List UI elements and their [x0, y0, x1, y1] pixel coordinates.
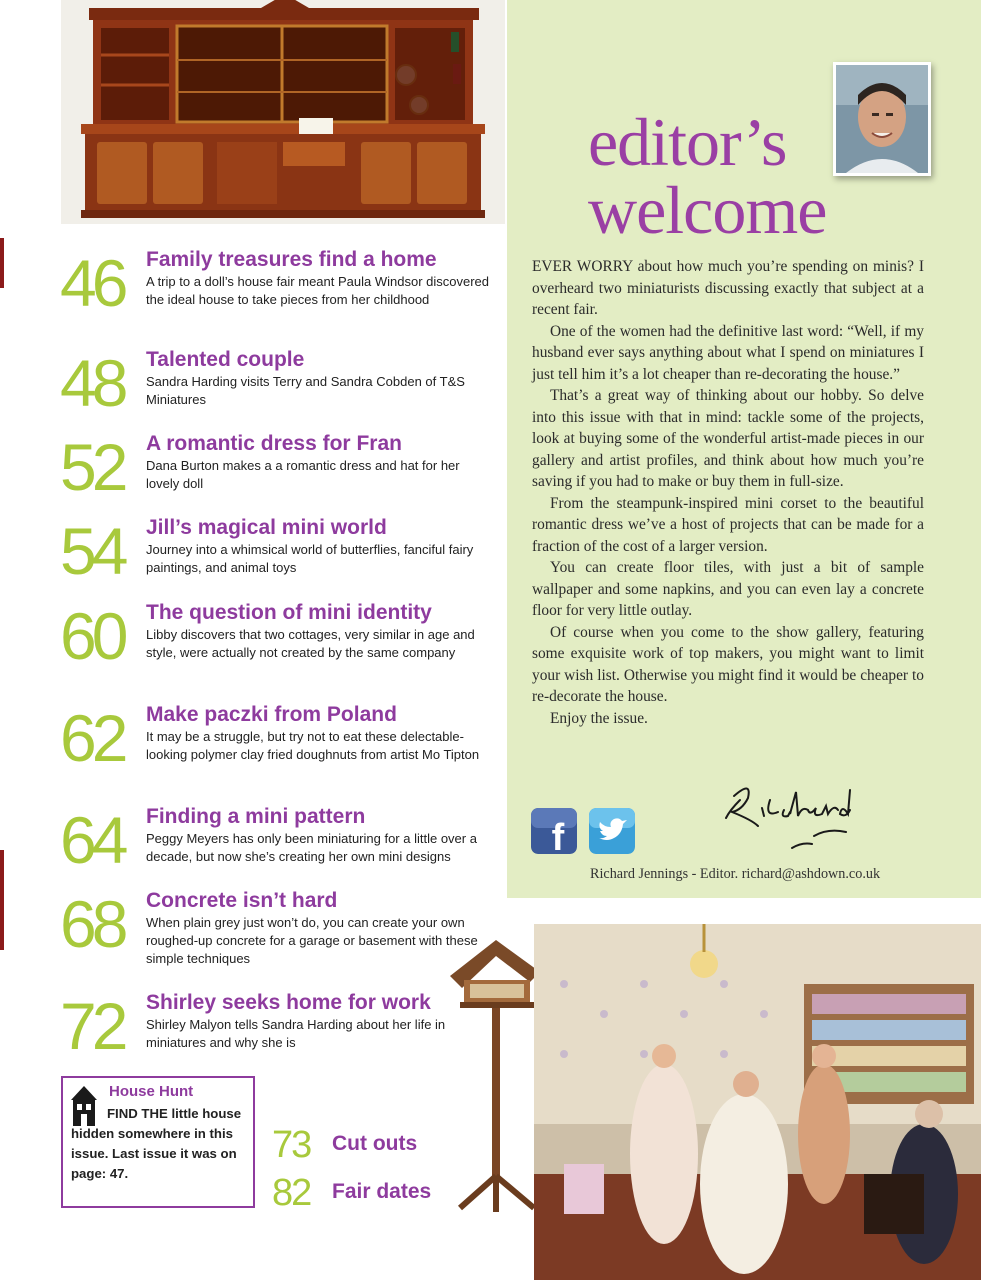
contents-item[interactable] — [60, 516, 500, 596]
section-title: Fair dates — [332, 1180, 432, 1203]
article-title: Jill’s magical mini world — [146, 516, 387, 539]
article-description: Journey into a whimsical world of butterflies, fanciful fairy paintings, and animal toys — [146, 542, 474, 575]
contents-item[interactable] — [60, 889, 500, 989]
house-hunt-title: House Hunt — [109, 1083, 194, 1100]
house-hunt-text — [71, 1104, 249, 1184]
article-title: Family treasures find a home — [146, 248, 437, 271]
article-description: When plain grey just won’t do, you can create your own roughed-up concrete for a garage or basement with these simple techniques — [146, 915, 478, 966]
article-title: Finding a mini pattern — [146, 805, 366, 828]
article-title: A romantic dress for Fran — [146, 432, 402, 455]
facebook-icon[interactable] — [531, 808, 577, 854]
page-edge-mark — [0, 850, 4, 950]
article-title: Concrete isn’t hard — [146, 889, 338, 912]
article-description: It may be a struggle, but try not to eat these delectable-looking polymer clay fried doughnuts from artist Mo Tipton — [146, 729, 480, 762]
dolls-house-shop-photo — [534, 924, 981, 1280]
article-description: Dana Burton makes a a romantic dress and hat for her lovely doll — [146, 458, 460, 491]
editor-letter — [532, 256, 924, 729]
article-title: The question of mini identity — [146, 601, 432, 624]
page-edge-mark — [0, 238, 4, 288]
contents-item[interactable] — [60, 805, 500, 885]
contents-item[interactable] — [60, 703, 500, 803]
article-description: Peggy Meyers has only been miniaturing for a little over a decade, but now she’s creating her own mini designs — [146, 831, 477, 864]
heading-line: editor’s — [588, 104, 787, 180]
page-number: 72 — [60, 989, 124, 1063]
editor-heading — [588, 104, 888, 248]
letter-paragraph: Of course when you come to the show gallery, featuring some exquisite work of top makers, you might want to limit your wish list. Otherwise you might find it would be cheaper to re-decorate the house. — [532, 623, 924, 705]
signature-text: Richard — [712, 770, 716, 771]
page-number: 54 — [60, 514, 124, 588]
editor-sign-off: Richard Jennings - Editor. richard@ashdown.co.uk — [590, 866, 881, 882]
contents-item[interactable] — [60, 991, 500, 1071]
letter-paragraph: Enjoy the issue. — [550, 709, 648, 727]
paragraph-text: about how much you’re spending on minis? I overheard two miniaturists discussing exactly that subject at a recent fair. — [532, 258, 925, 318]
facebook-glyph: f — [551, 817, 565, 854]
letter-paragraph — [532, 256, 924, 321]
page-number: 52 — [60, 430, 124, 504]
article-description: Shirley Malyon tells Sandra Harding about her life in miniatures and why she is — [146, 1017, 446, 1050]
page-number: 64 — [60, 803, 124, 877]
short-index-item[interactable] — [272, 1174, 442, 1214]
page-number: 60 — [60, 599, 124, 673]
house-hunt-body: FIND THE little house hidden somewhere in this issue. Last issue it was on page: 47. — [71, 1106, 242, 1181]
cabinet-photo — [61, 0, 505, 224]
article-description: A trip to a doll’s house fair meant Paula Windsor discovered the ideal house to take pieces from her childhood — [146, 274, 489, 307]
letter-paragraph: You can create floor tiles, with just a bit of sample wallpaper and some napkins, and you can even lay a concrete floor for very little outlay. — [532, 559, 924, 619]
contents-item[interactable] — [60, 601, 500, 701]
article-title: Make paczki from Poland — [146, 703, 397, 726]
heading-line: welcome — [588, 172, 827, 248]
page-number: 62 — [60, 701, 124, 775]
contents-item[interactable] — [60, 432, 500, 512]
page-number: 82 — [272, 1172, 311, 1214]
page-number: 46 — [60, 246, 124, 320]
letter-paragraph: From the steampunk-inspired mini corset to the beautiful romantic dress we’ve a host of projects that can be made for a fraction of the cost of a larger version. — [532, 494, 924, 555]
lead-in: EVER WORRY — [532, 258, 633, 275]
article-description: Libby discovers that two cottages, very similar in age and style, were actually not created by the same company — [146, 627, 475, 660]
section-title: Cut outs — [332, 1132, 418, 1155]
letter-paragraph: One of the women had the definitive last word: “Well, if my husband ever says anything about what I spend on miniatures I just tell him it’s a lot cheaper than re-decorating the house.” — [532, 322, 924, 383]
editor-signature — [712, 770, 882, 860]
short-index-item[interactable] — [272, 1126, 442, 1166]
page-number: 68 — [60, 887, 124, 961]
contents-item[interactable] — [60, 248, 500, 348]
letter-paragraph: That’s a great way of thinking about our hobby. So delve into this issue with that in mind: tackle some of the projects, look at buying some of the wonderful artist-made pieces in our gallery and artist profiles, and think about how much you’re saving if you had to make or buy them in full-size. — [532, 387, 924, 490]
page-number: 48 — [60, 346, 124, 420]
contents-item[interactable] — [60, 348, 500, 428]
page-number: 73 — [272, 1124, 311, 1166]
article-title: Shirley seeks home for work — [146, 991, 431, 1014]
twitter-icon[interactable] — [589, 808, 635, 854]
article-title: Talented couple — [146, 348, 305, 371]
house-hunt-box — [61, 1076, 255, 1208]
article-description: Sandra Harding visits Terry and Sandra Cobden of T&S Miniatures — [146, 374, 465, 407]
